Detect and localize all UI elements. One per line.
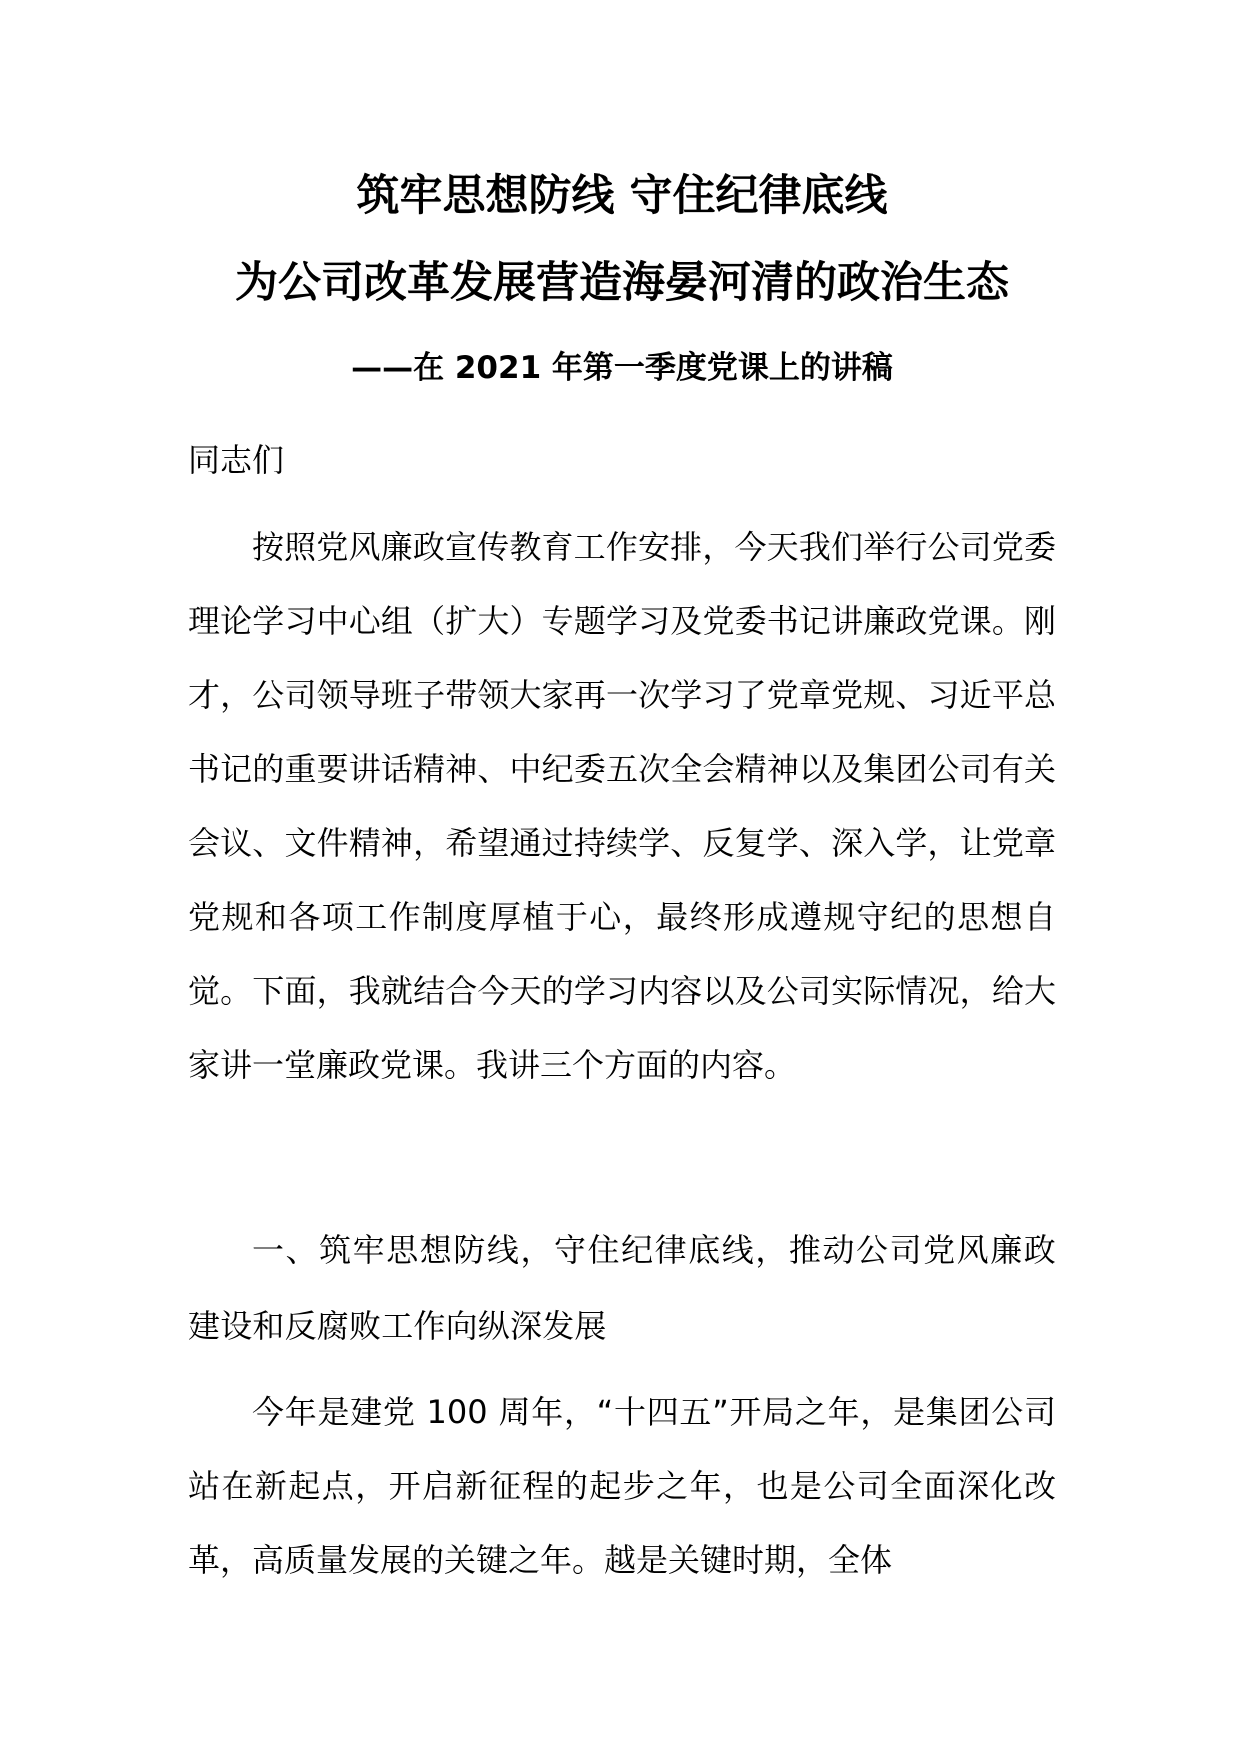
section-heading-1: 一、筑牢思想防线，守住纪律底线，推动公司党风廉政建设和反腐败工作向纵深发展 [188, 1231, 1056, 1345]
title-line-2: 为公司改革发展营造海晏河清的政治生态 [235, 258, 1009, 308]
subtitle: ——在 2021 年第一季度党课上的讲稿 [351, 350, 893, 386]
salutation: 同志们 [188, 441, 285, 479]
title-line-1: 筑牢思想防线 守住纪律底线 [356, 171, 888, 221]
paragraph-1: 按照党风廉政宣传教育工作安排，今天我们举行公司党委理论学习中心组（扩大）专题学习及党委书记讲廉政党课。刚才，公司领导班子带领大家再一次学习了党章党规、习近平总书记的重要讲话精神、中纪委五次全会精神以及集团公司有关会议、文件精神，希望通过持续学、反复学、深入学，让党章党规和各项工作制度厚植于心，最终形成遵规守纪的思想自觉。下面，我就结合今天的学习内容以及公司实际情况，给大家讲一堂廉政党课。我讲三个方面的内容。 [188, 528, 1056, 1084]
document-page [188, 0, 1056, 1754]
paragraph-2: 今年是建党 100 周年，“十四五”开局之年，是集团公司站在新起点，开启新征程的起步之年，也是公司全面深化改革，高质量发展的关键之年。越是关键时期，全体 [188, 1393, 1056, 1579]
